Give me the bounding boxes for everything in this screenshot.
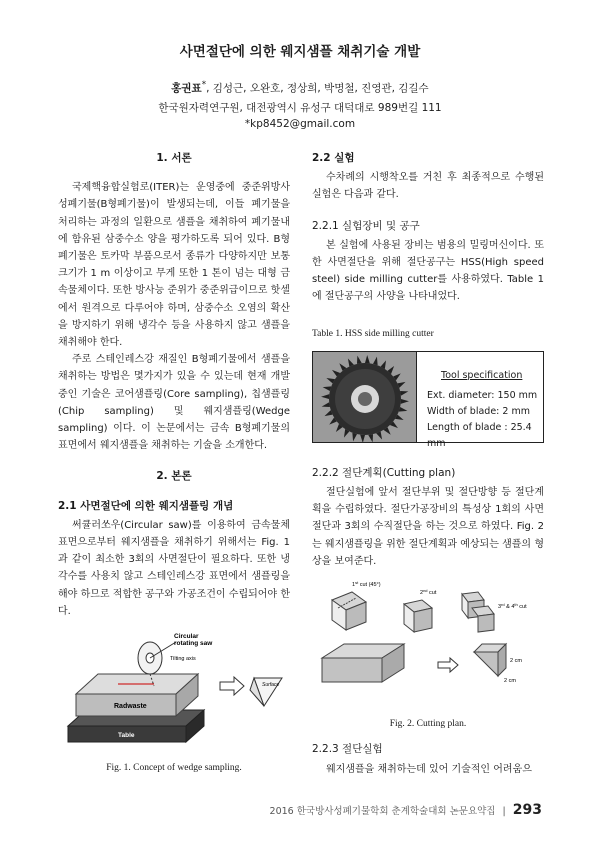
section-2-2-2-paragraph: 절단실험에 앞서 절단부위 및 절단방향 등 절단계획을 수립하였다. 절단가공장비의 특성상 1회의 사면절단과 3회의 수직절단을 하는 것으로 하였다. Fig. 2는 웨지샘플링을 위한 절단계획과 예상되는 샘플의 형상을 보여준다. [312, 487, 544, 567]
saw-label-line-2: rotating saw [174, 640, 213, 648]
section-2-2-3-paragraph: 웨지샘플을 채취하는데 있어 기술적인 어려움으 [326, 763, 532, 775]
paper-title: 사면절단에 의한 웨지샘플 채취기술 개발 [179, 44, 421, 60]
milling-cutter-photo [313, 352, 417, 442]
wedge-sampling-diagram [58, 630, 290, 750]
lead-author: 홍권표 [171, 82, 202, 95]
corresponding-mark: * [201, 80, 207, 90]
figure-2 [312, 578, 544, 733]
cut-2-label: 2nd cut [420, 588, 437, 597]
page-number: 293 [512, 802, 542, 818]
section-2-1-paragraph: 써큘러쏘우(Circular saw)를 이용하여 금속물체 표면으로부터 웨지샘플을 채취하기 위해서는 Fig. 1과 같이 최소한 3회의 사면절단이 필요하다. 또한 냉각수를 사용치 않고 스테인레스강 표면에서 샘플링을 해야 하므로 적합한 공구와 가공조건이 수립되어야 한다. [58, 519, 290, 617]
dimension-label-2: 2 cm [504, 678, 516, 685]
section-2-2-1-paragraph: 본 실험에 사용된 장비는 범용의 밀링머신이다. 또한 사면절단을 위해 절단공구는 HSS(High speed steel) side milling cutter를 사용하였다. Table 1에 절단공구의 사양을 나타내었다. [312, 239, 544, 303]
figure-1 [58, 630, 290, 777]
arrow-icon-2 [438, 658, 458, 672]
cut-34-label: 3rd & 4th cut [498, 602, 527, 611]
tool-specification [417, 352, 543, 449]
page-footer [270, 802, 542, 818]
right-column [312, 150, 544, 778]
figure-1-caption: Fig. 1. Concept of wedge sampling. [106, 763, 242, 774]
section-1-paragraph-1: 국제핵융합실험로(ITER)는 운영중에 중준위방사성폐기물(B형폐기물)이 발생되는데, 이들 폐기물을 처리하는 과정의 일환으로 샘플을 채취하여 폐기물내에 함유된 삼중수소 양을 평가하도록 되어 있다. B형폐기물은 토카막 부품으로서 종류가 다양하지만 보통 크기가 1 m 이상이고 무게 또한 1 톤이 넘는 대형 금속물체이다. 또한 방사능 준위가 중준위급이므로 핫셀에서 원격으로 다루어야 하며, 삼중수소 오염의 확산을 방지하기 위해 냉각수 등을 사용하지 않고 샘플을 채취해야 한다. [58, 182, 290, 349]
section-1-heading: 1. 서론 [156, 152, 192, 164]
section-2-2-3-heading: 2.2.3 절단실험 [312, 743, 383, 756]
surface-label: Surface [262, 682, 280, 689]
dimension-label-1: 2 cm [510, 658, 522, 665]
section-2-2-1-heading: 2.2.1 실험장비 및 공구 [312, 219, 420, 232]
saw-label [174, 633, 213, 647]
section-2-1-heading: 2.1 사면절단에 의한 웨지샘플링 개념 [58, 499, 234, 512]
footer-separator: | [502, 806, 506, 817]
section-2-heading: 2. 본론 [156, 470, 192, 483]
section-2-2-2-heading: 2.2.2 절단계획(Cutting plan) [312, 466, 456, 479]
arrow-icon [220, 677, 244, 695]
tilt-label: Tilting axis [170, 656, 196, 663]
left-column [58, 150, 290, 777]
milling-cutter-icon [313, 352, 417, 442]
table-1-caption: Table 1. HSS side milling cutter [312, 328, 434, 339]
table-label: Table [118, 732, 135, 740]
section-2-2-heading: 2.2 실험 [312, 152, 355, 164]
author-line [0, 80, 600, 96]
section-2-2-paragraph: 수차례의 시행착오를 거친 후 최종적으로 수행된 실험은 다음과 같다. [312, 172, 544, 201]
tool-spec-title: Tool specification [441, 369, 523, 381]
spec-width: Width of blade: 2 mm [427, 405, 530, 417]
saw-label-line-1: Circular [174, 633, 199, 641]
email: *kp8452@gmail.com [244, 118, 356, 130]
spec-length: Length of blade : 25.4 mm [427, 421, 532, 449]
affiliation: 한국원자력연구원, 대전광역시 유성구 대덕대로 989번길 111 [158, 102, 442, 114]
footer-text: 2016 한국방사성폐기물학회 춘계학술대회 논문요약집 [269, 806, 496, 817]
block-front [322, 658, 382, 682]
section-1-paragraph-2: 주로 스테인레스강 재질인 B형폐기물에서 샘플을 채취하는 방법은 몇가지가 있을 수 있는데 현재 개발중인 기술은 코어샘플링(Core sampling), 칩샘플링(Chip sampling) 및 웨지샘플링(Wedge sampling) 이다. 이 논문에서는 금속 B형폐기물의 표면에서 웨지샘플을 채취하는 기술을 소개한다. [58, 354, 290, 452]
spec-diameter: Ext. diameter: 150 mm [427, 389, 538, 401]
cutting-plan-diagram [312, 578, 544, 708]
cut-1-label: 1st cut (45°) [352, 580, 381, 589]
table-1 [312, 351, 544, 449]
co-authors: , 김성근, 오완호, 정상희, 박명철, 진영관, 김길수 [206, 82, 429, 95]
radwaste-label: Radwaste [114, 703, 147, 711]
figure-2-caption: Fig. 2. Cutting plan. [389, 719, 467, 730]
